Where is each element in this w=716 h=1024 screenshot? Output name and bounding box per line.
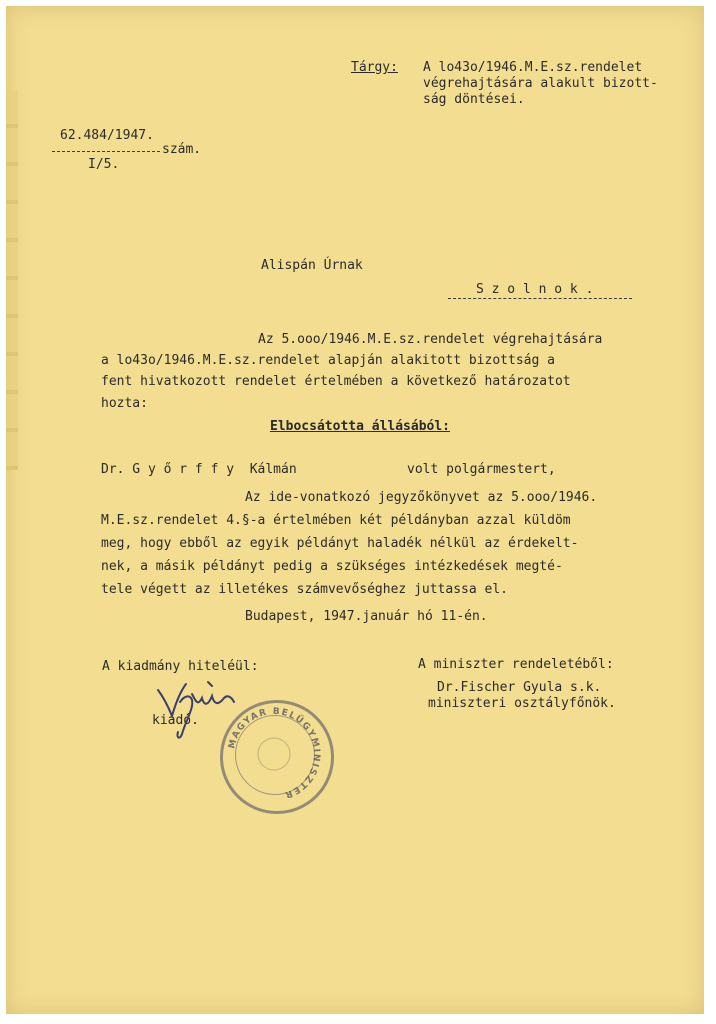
para1-line-3: fent hivatkozott rendelet értelmében a következő határozatot: [101, 374, 571, 389]
recipient-line: Alispán Úrnak: [261, 258, 363, 273]
person-role: volt polgármestert,: [407, 462, 556, 477]
decision-heading: Elbocsátotta állásából:: [270, 419, 451, 434]
para2-line-1: Az ide-vonatkozó jegyzőkönyvet az 5.ooo/1946.: [245, 490, 598, 505]
official-seal-stamp: [220, 700, 334, 814]
para2-line-2: M.E.sz.rendelet 4.§-a értelmében két példányban azzal küldöm: [101, 513, 571, 528]
footer-signatory-title: miniszteri osztályfőnök.: [428, 696, 616, 711]
para2-line-4: nek, a másik példányt pedig a szükséges intézkedések megté-: [101, 559, 563, 574]
para1-line-4: hozta:: [101, 396, 148, 411]
subject-line-3: ság döntései.: [423, 92, 525, 107]
reference-number: 62.484/1947.: [60, 128, 154, 143]
seal-text-ring: [223, 703, 325, 805]
subject-label: Tárgy:: [351, 60, 398, 75]
paper-left-edge: [6, 90, 18, 470]
seal-lettering: MAGYAR BELÜGYMINISZTER: [227, 706, 322, 800]
footer-minister-order: A miniszter rendeletéből:: [418, 657, 614, 672]
svg-text:MAGYAR BELÜGYMINISZTER: [227, 707, 321, 800]
para2-line-3: meg, hogy ebből az egyik példányt haladék nélkül az érdekelt-: [101, 536, 579, 551]
recipient-city-underline: [448, 298, 632, 299]
para1-line-1: Az 5.ooo/1946.M.E.sz.rendelet végrehajtására: [258, 332, 603, 347]
footer-signatory-name: Dr.Fischer Gyula s.k.: [437, 680, 602, 695]
para1-line-2: a lo43o/1946.M.E.sz.rendelet alapján alakitott bizottság a: [101, 353, 555, 368]
subject-line-1: A lo43o/1946.M.E.sz.rendelet: [423, 60, 643, 75]
date-line: Budapest, 1947.január hó 11-én.: [245, 609, 488, 624]
para2-line-5: tele végett az illetékes számvevőséghez juttassa el.: [101, 582, 508, 597]
subject-line-2: végrehajtására alakult bizott-: [423, 76, 658, 91]
recipient-city: S z o l n o k .: [476, 282, 594, 297]
footer-issuer: kiadó.: [152, 713, 199, 728]
reference-dash-line: [52, 151, 160, 152]
reference-suffix: szám.: [162, 142, 202, 157]
reference-sub: I/5.: [88, 157, 120, 172]
footer-authentication: A kiadmány hiteléül:: [102, 659, 259, 674]
person-name: Dr. G y ő r f f y Kálmán: [101, 462, 297, 477]
